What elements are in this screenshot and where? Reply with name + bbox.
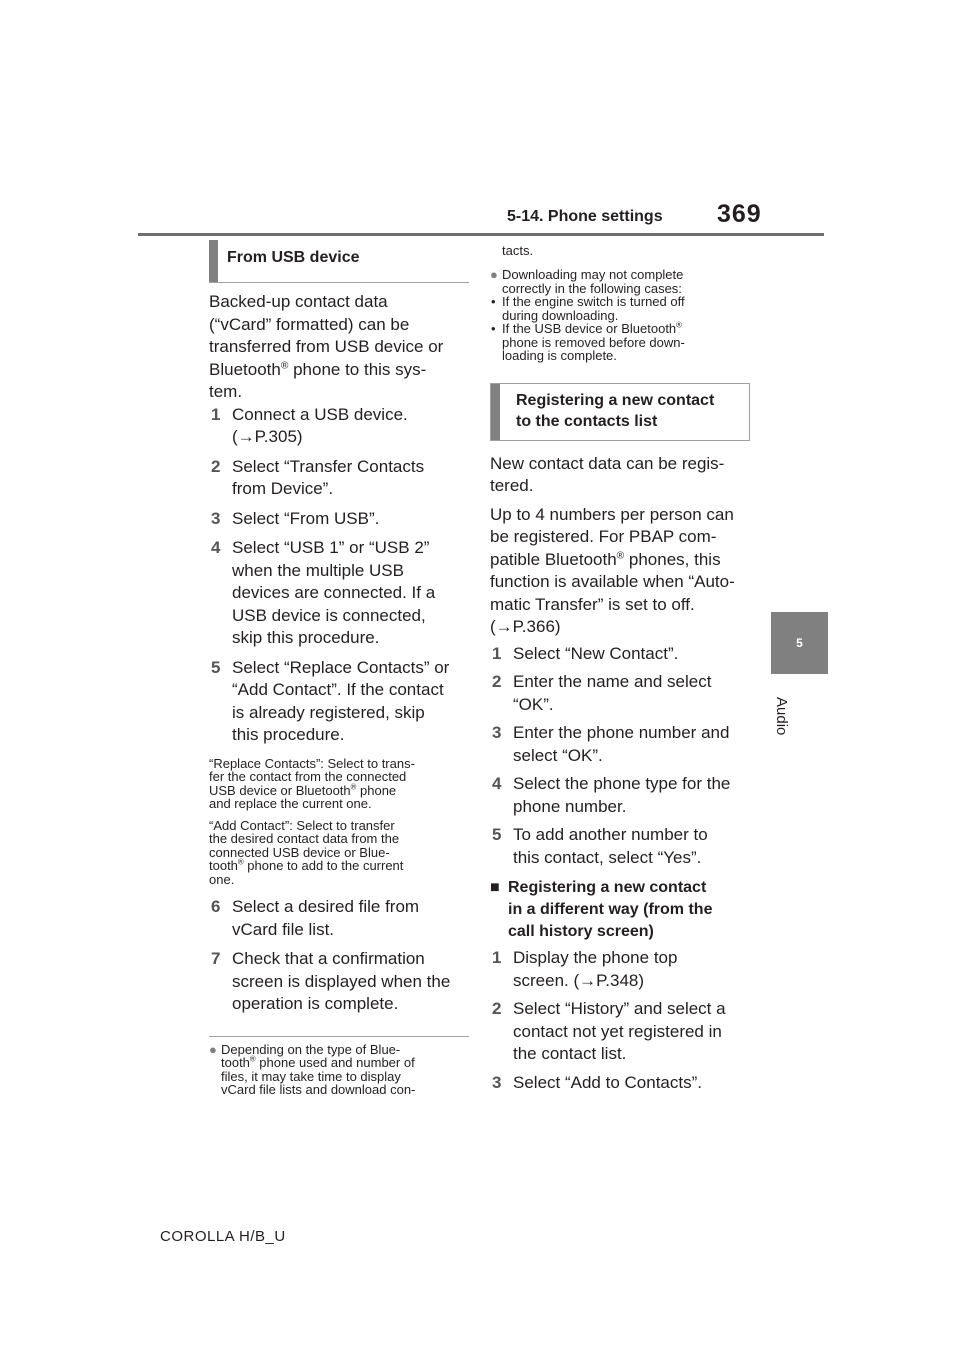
- header-rule: [138, 233, 824, 236]
- heading-bar: [209, 240, 218, 282]
- section-title: 5-14. Phone settings: [507, 208, 663, 225]
- add-note: “Add Contact”: Select to transfer: [209, 817, 395, 833]
- step-item: 3 Select “Add to Contacts”.: [492, 1072, 702, 1092]
- step-item: 4 Select the phone type for the phone number.: [492, 774, 731, 816]
- para-line: Up to 4 numbers per person can: [490, 504, 734, 524]
- add-note: connected USB device or Blue-: [209, 844, 390, 860]
- heading-from-usb: [209, 240, 469, 283]
- step-item: 3 Select “From USB”.: [211, 508, 380, 528]
- note-continued: tacts.: [502, 243, 534, 258]
- para-line: patible Bluetooth® phones, this: [490, 549, 721, 569]
- step-item: 1 Connect a USB device. (→P.305): [211, 404, 408, 446]
- subheading: ■ Registering a new contact in a different way (from the call history screen): [490, 879, 713, 940]
- para-line: New contact data can be regis-: [490, 453, 725, 473]
- step-item: 6 Select a desired file from vCard file list.: [211, 897, 420, 939]
- step-item: 2 Select “Transfer Contacts from Device”.: [211, 456, 425, 498]
- para-line: matic Transfer” is set to off.: [490, 594, 695, 614]
- step-item: 4 Select “USB 1” or “USB 2” when the multiple USB devices are connected. If a USB device is connected, skip this procedure.: [211, 538, 436, 647]
- add-note: the desired contact data from the: [209, 831, 400, 846]
- heading-text: Registering a new contact to the contacts list: [516, 391, 715, 430]
- steps-list: [209, 404, 469, 747]
- footer-model: COROLLA H/B_U: [160, 1228, 286, 1245]
- replace-note: fer the contact from the connected: [209, 769, 407, 784]
- chapter-tab: 5: [771, 612, 828, 674]
- replace-note: “Replace Contacts”: Select to trans-: [209, 755, 415, 771]
- heading-text: From USB device: [227, 249, 360, 266]
- step-item: 1 Select “New Contact”.: [492, 643, 679, 663]
- download-note: ● Downloading may not complete correctly in the following cases:: [490, 267, 684, 296]
- para-line: tered.: [490, 476, 534, 495]
- right-column: [490, 244, 752, 1094]
- step-item: 2 Enter the name and select “OK”.: [492, 672, 712, 714]
- intro-line: Backed-up contact data: [209, 292, 388, 311]
- step-item: 5 Select “Replace Contacts” or “Add Contact”. If the contact is already registered, skip this procedure.: [211, 657, 450, 744]
- step-item: 1 Display the phone top screen. (→P.348): [492, 948, 678, 990]
- intro-line: Bluetooth® phone to this sys-: [209, 359, 427, 379]
- replace-note: USB device or Bluetooth® phone: [209, 782, 397, 798]
- step-item: 3 Enter the phone number and select “OK”.: [492, 723, 730, 765]
- replace-note: and replace the current one.: [209, 796, 372, 811]
- note-bullet: ● Depending on the type of Blue- tooth® phone used and number of files, it may take time to display vCard file lists and download con-: [209, 1041, 416, 1097]
- step-item: 5 To add another number to this contact, select “Yes”.: [492, 825, 708, 867]
- para-line: function is available when “Auto-: [490, 572, 735, 591]
- add-note: one.: [209, 871, 235, 887]
- para-line: be registered. For PBAP com-: [490, 527, 717, 546]
- add-note: tooth® phone to add to the current: [209, 857, 404, 873]
- intro-line: tem.: [209, 382, 243, 401]
- heading-bar: [491, 384, 500, 440]
- page-number: 369: [717, 200, 762, 228]
- para-line: (→P.366): [490, 617, 561, 636]
- step-item: 2 Select “History” and select a contact not yet registered in the contact list.: [492, 999, 726, 1063]
- download-case: • If the engine switch is turned off during downloading.: [491, 294, 685, 323]
- intro-line: transferred from USB device or: [209, 337, 444, 356]
- intro-line: (“vCard” formatted) can be: [209, 314, 410, 334]
- left-column: [209, 240, 469, 1097]
- step-item: 7 Check that a confirmation screen is displayed when the operation is complete.: [211, 949, 451, 1013]
- heading-register-contact: [490, 383, 750, 441]
- chapter-label: Audio: [773, 697, 790, 736]
- download-case: • If the USB device or Bluetooth® phone is removed before down- loading is complete.: [491, 320, 685, 363]
